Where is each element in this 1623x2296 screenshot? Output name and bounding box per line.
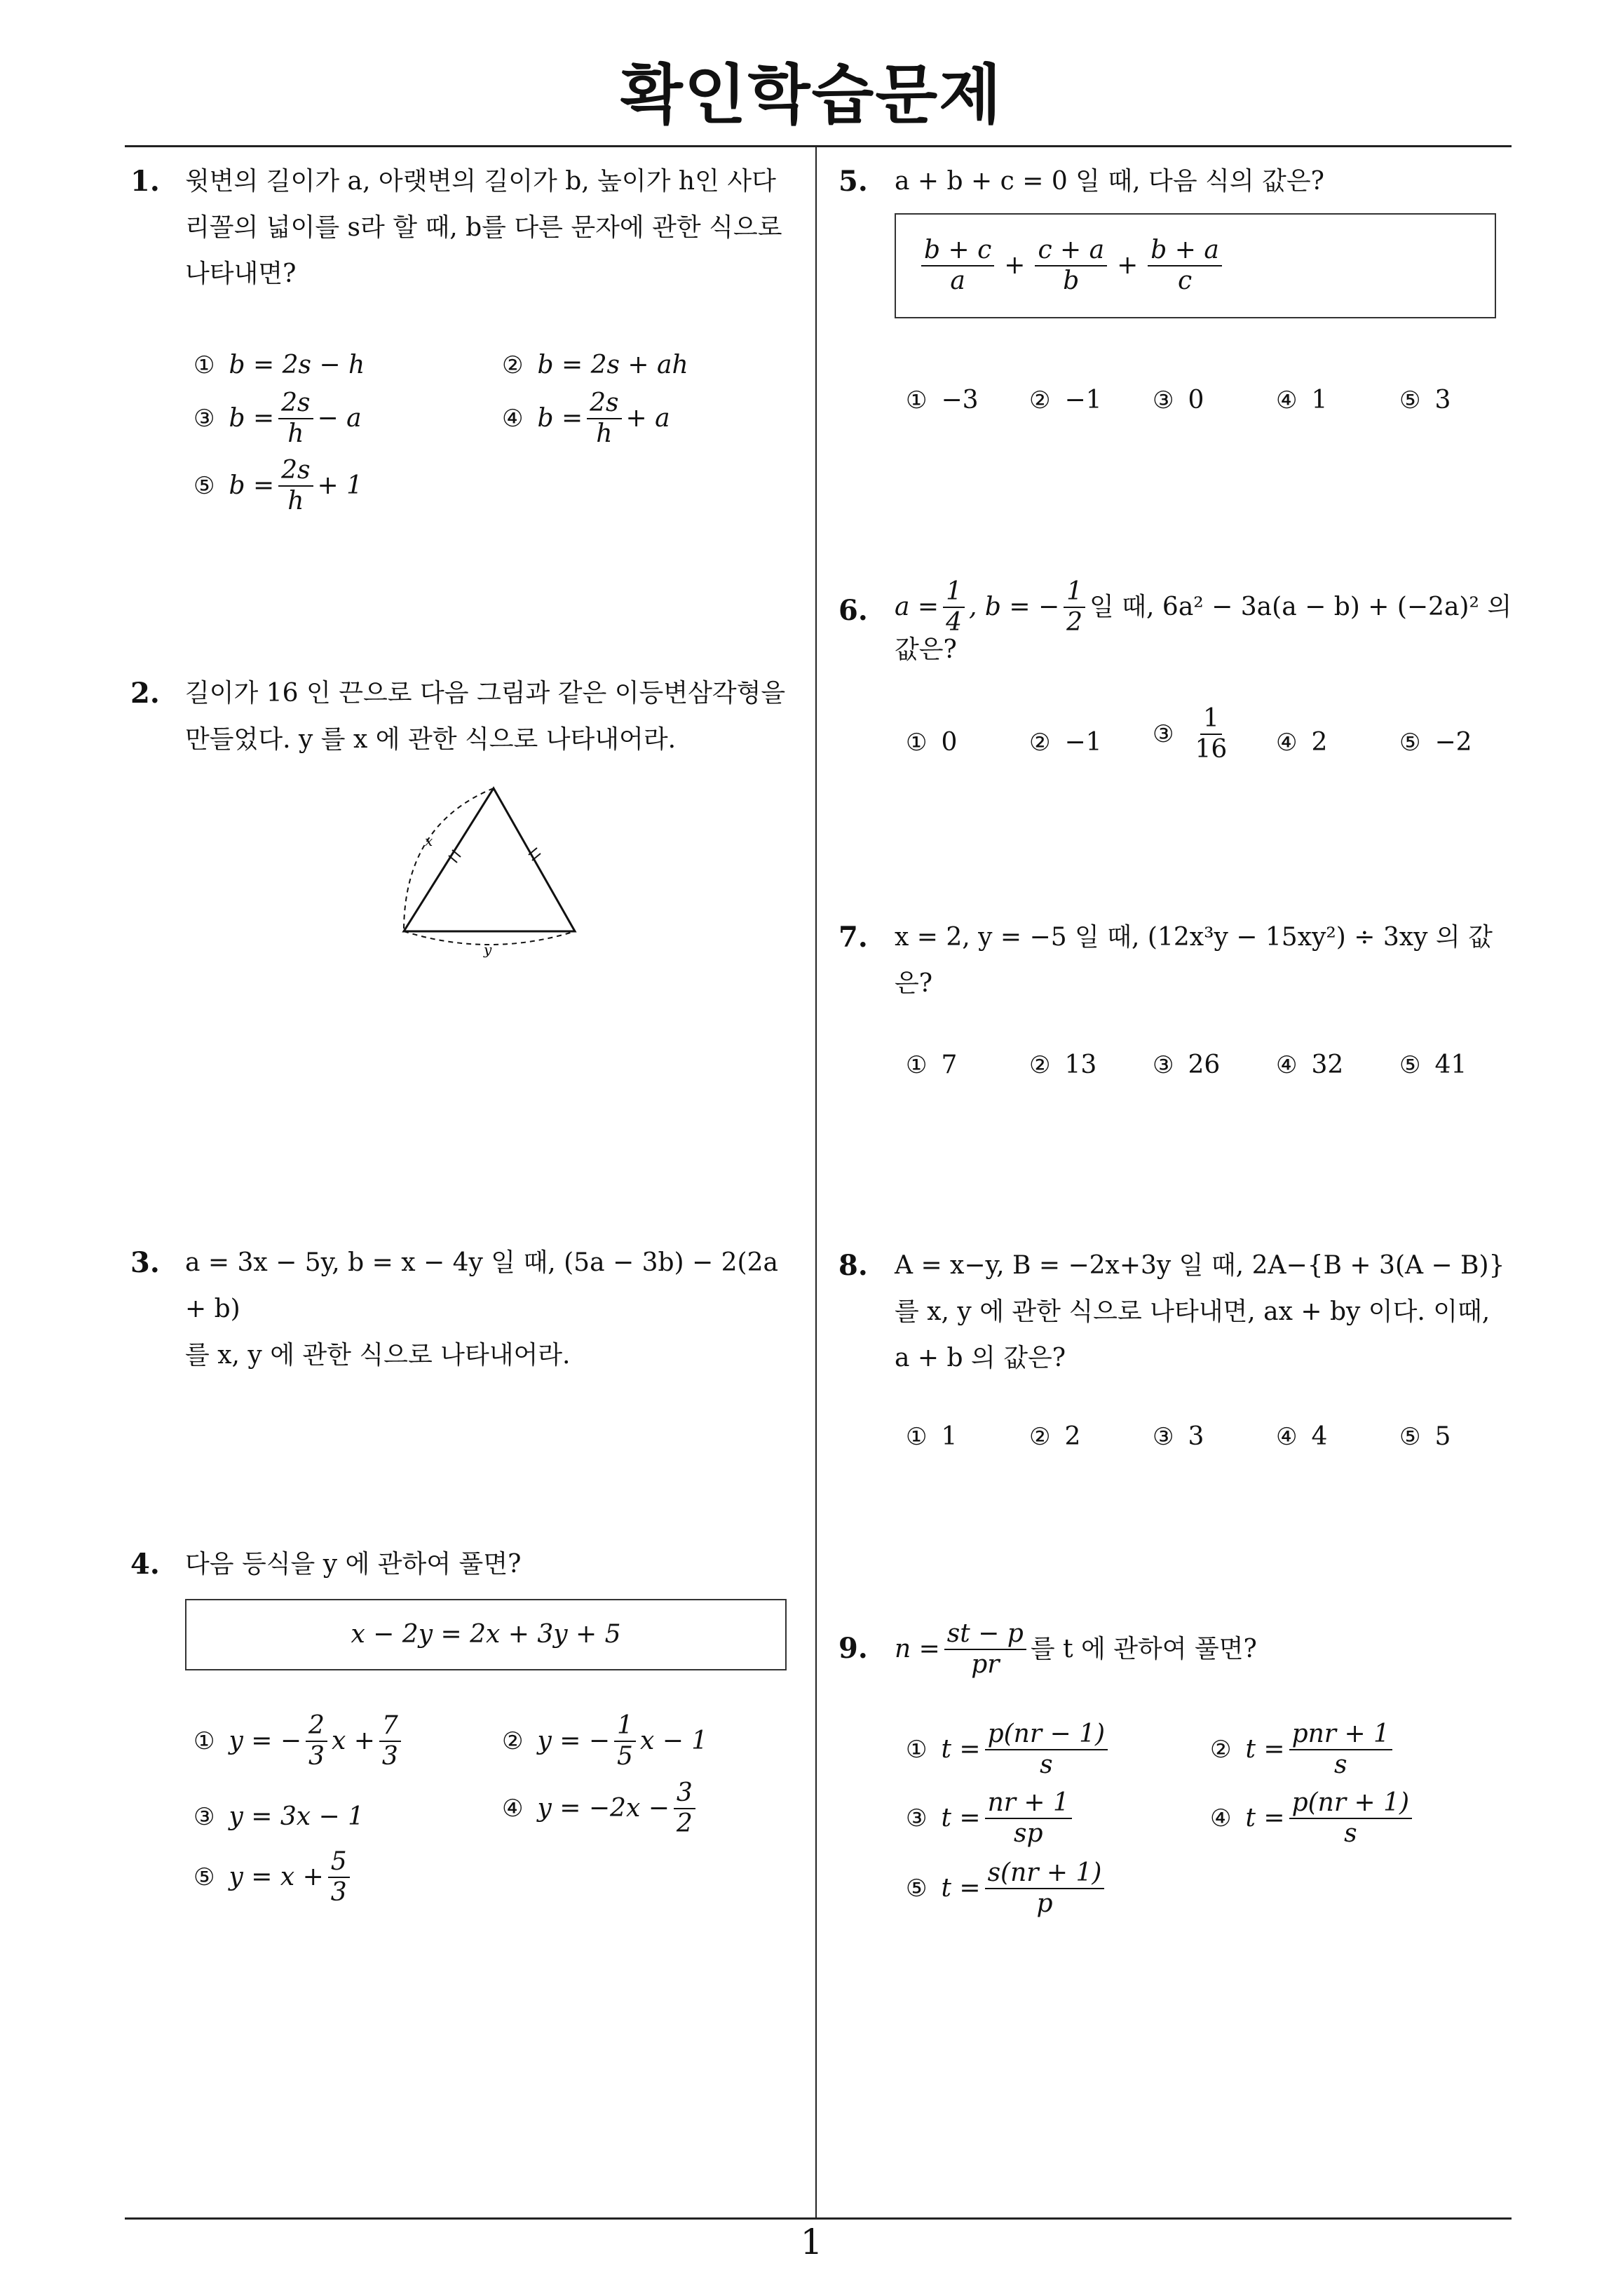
choice-mark: ③: [1153, 1051, 1174, 1079]
operator: +: [1004, 251, 1026, 280]
choice-text: −2: [1434, 728, 1472, 757]
numerator: c + a: [1035, 237, 1107, 266]
column-divider: [815, 147, 817, 2219]
choice-text: −1: [1064, 728, 1102, 757]
numerator: 1: [1200, 705, 1222, 735]
numerator: 2: [306, 1713, 327, 1742]
expr-part: − a: [317, 403, 362, 433]
denominator: 2: [676, 1809, 693, 1838]
choice-mark: ④: [1276, 1051, 1298, 1079]
option-3[interactable]: [193, 1794, 364, 1840]
problem-number: 5.: [838, 165, 868, 198]
expr-part: 일 때, 6a² − 3a(a − b) + (−2a)² 의: [1089, 593, 1512, 621]
choice-mark: ③: [1153, 1423, 1174, 1451]
denominator: h: [287, 419, 304, 448]
option-1[interactable]: [906, 1414, 957, 1460]
stem-line: A = x−y, B = −2x+3y 일 때, 2A−{B + 3(A − B)}: [895, 1251, 1505, 1280]
option-3[interactable]: [1153, 377, 1204, 424]
option-5[interactable]: [1399, 720, 1472, 766]
fraction: [985, 1860, 1105, 1917]
stem-line: x = 2, y = −5 일 때, (12x³y − 15xy²) ÷ 3xy 의 값: [895, 923, 1493, 952]
choice-mark: ④: [1276, 729, 1298, 757]
choice-mark: ⑤: [193, 471, 215, 500]
denominator: b: [1063, 266, 1080, 295]
denominator: h: [596, 419, 613, 448]
operator: +: [1117, 251, 1139, 280]
choice-mark: ②: [1029, 1423, 1051, 1451]
choice-mark: ⑤: [1399, 1423, 1421, 1451]
numerator: p(nr + 1): [1289, 1790, 1412, 1819]
stem-line: a + b 의 값은?: [895, 1344, 1066, 1372]
option-1[interactable]: [906, 1042, 957, 1088]
choice-mark: ②: [502, 351, 524, 379]
numerator: s(nr + 1): [985, 1860, 1105, 1889]
problem-stem: [185, 1541, 521, 1588]
problem-number: 7.: [838, 921, 868, 954]
choice-mark: ③: [1153, 720, 1174, 748]
choice-mark: ①: [193, 1727, 215, 1755]
fraction: [278, 390, 313, 447]
denominator: s: [1344, 1818, 1357, 1848]
problem-number: 4.: [130, 1548, 160, 1581]
denominator: a: [950, 266, 965, 295]
expr-part: t =: [941, 1873, 981, 1903]
denominator: s: [1040, 1750, 1053, 1779]
denominator: h: [287, 486, 304, 515]
numerator: pnr + 1: [1289, 1721, 1392, 1750]
isosceles-triangle-figure: [390, 776, 600, 965]
option-5[interactable]: [906, 1860, 1108, 1917]
stem-line: [895, 575, 1512, 640]
expr-part: y = −2x −: [537, 1793, 670, 1823]
choice-mark: ②: [1029, 729, 1051, 757]
problem-9: [838, 1614, 1512, 1951]
denominator: 5: [617, 1741, 633, 1771]
choice-text: 3: [1434, 386, 1451, 414]
choice-mark: ⑤: [906, 1874, 928, 1903]
option-2[interactable]: [1210, 1721, 1397, 1778]
expr-part: t =: [941, 1803, 981, 1832]
choice-mark: ④: [502, 404, 524, 433]
numerator: b + c: [921, 237, 994, 266]
option-4[interactable]: [1276, 377, 1327, 424]
option-3[interactable]: [906, 1790, 1076, 1847]
stem-line: 길이가 16 인 끈으로 다음 그림과 같은 이등변삼각형을: [185, 679, 786, 708]
choice-mark: ⑤: [193, 1863, 215, 1891]
choice-mark: ②: [1210, 1735, 1232, 1764]
option-2[interactable]: [1029, 720, 1102, 766]
option-5[interactable]: [1399, 1042, 1467, 1088]
stem-line: a = 3x − 5y, b = x − 4y 일 때, (5a − 3b) − 2(2a + b): [185, 1248, 778, 1323]
stem-line: 값은?: [895, 635, 957, 664]
choice-text: −1: [1064, 386, 1102, 414]
bottom-divider: [125, 2217, 1512, 2220]
numerator: 2s: [587, 390, 621, 419]
choice-text: 5: [1434, 1422, 1451, 1451]
denominator: 2: [1066, 608, 1083, 637]
expression-box: [895, 213, 1496, 318]
expr-part: x +: [331, 1726, 375, 1755]
fraction: [1289, 1790, 1412, 1847]
choice-mark: ③: [193, 404, 215, 433]
fraction: [614, 1713, 636, 1770]
choice-text: 41: [1434, 1051, 1467, 1079]
label-x: x: [425, 832, 433, 849]
problem-4: [130, 1541, 803, 1934]
problem-number: 1.: [130, 165, 160, 198]
stem-line: 만들었다. y 를 x 에 관한 식으로 나타내어라.: [185, 725, 677, 754]
choice-mark: ③: [1153, 386, 1174, 414]
option-3[interactable]: [1153, 1042, 1220, 1088]
choice-text: b = 2s − h: [229, 351, 365, 379]
numerator: 1: [614, 1713, 636, 1742]
option-5[interactable]: [1399, 377, 1451, 424]
problem-7: [838, 914, 1512, 1097]
problem-number: 6.: [838, 594, 868, 627]
denominator: s: [1334, 1750, 1347, 1779]
expr-part: b =: [537, 403, 583, 433]
choice-text: 3: [1188, 1422, 1204, 1451]
option-5[interactable]: [1399, 1414, 1451, 1460]
choice-mark: ①: [906, 1051, 928, 1079]
choice-mark: ④: [1276, 1423, 1298, 1451]
fraction: [985, 1721, 1108, 1778]
problem-stem: [895, 1243, 1505, 1382]
choice-text: 2: [1311, 728, 1328, 757]
option-4[interactable]: [1276, 1414, 1327, 1460]
denominator: 3: [308, 1741, 325, 1771]
numerator: 2s: [278, 457, 313, 487]
option-1[interactable]: [193, 1713, 405, 1770]
problem-6: [838, 575, 1512, 785]
problem-stem: [895, 575, 1512, 673]
problem-number: 8.: [838, 1249, 868, 1282]
option-2[interactable]: [1029, 1414, 1080, 1460]
problem-5: [838, 158, 1512, 425]
fraction: [278, 457, 313, 515]
expr-part: + 1: [317, 471, 363, 500]
denominator: 3: [381, 1741, 398, 1771]
numerator: 1: [943, 579, 965, 608]
stem-line: 은?: [895, 969, 933, 998]
option-4[interactable]: [502, 390, 670, 447]
expr-part: t =: [1245, 1734, 1285, 1764]
option-3[interactable]: [1153, 705, 1234, 763]
stem-line: 를 x, y 에 관한 식으로 나타내어라.: [185, 1341, 571, 1370]
choice-text: 2: [1064, 1422, 1081, 1451]
problem-stem: [185, 670, 785, 763]
label-y: y: [484, 941, 492, 958]
expr-part: , b = −: [968, 593, 1060, 621]
numerator: 2s: [278, 390, 313, 419]
option-2[interactable]: [502, 342, 688, 389]
fraction: [1035, 237, 1107, 295]
fraction: [1192, 705, 1230, 763]
problem-stem: [895, 914, 1493, 1007]
problem-3: [130, 1240, 803, 1370]
choice-text: y = 3x − 1: [229, 1802, 365, 1831]
problem-stem: [895, 158, 1324, 205]
choice-mark: ③: [906, 1804, 928, 1832]
problem-2: [130, 670, 803, 993]
option-4[interactable]: [1210, 1790, 1416, 1847]
numerator: nr + 1: [985, 1790, 1072, 1819]
page-number: 1: [800, 2222, 823, 2262]
numerator: 7: [379, 1713, 401, 1742]
stem-line: 다음 등식을 y 에 관하여 풀면?: [185, 1550, 522, 1579]
choice-text: b = 2s + ah: [537, 351, 688, 379]
option-5[interactable]: [193, 1849, 354, 1906]
choice-mark: ①: [906, 1735, 928, 1764]
choice-mark: ④: [502, 1794, 524, 1823]
choice-mark: ⑤: [1399, 729, 1421, 757]
expr-part: b =: [229, 403, 275, 433]
choice-mark: ②: [502, 1727, 524, 1755]
choice-text: 4: [1311, 1422, 1328, 1451]
choice-text: 13: [1064, 1051, 1097, 1079]
expr-part: t =: [1245, 1803, 1285, 1832]
choice-text: 32: [1311, 1051, 1344, 1079]
numerator: b + a: [1148, 237, 1222, 266]
choice-mark: ①: [906, 729, 928, 757]
choice-mark: ①: [906, 1423, 928, 1451]
expr-part: a =: [895, 593, 939, 621]
choice-text: 1: [1311, 386, 1328, 414]
expr-part: n =: [895, 1635, 940, 1663]
fraction: [1289, 1721, 1392, 1778]
expr-part: y = −: [229, 1726, 302, 1755]
stem-line: a + b + c = 0 일 때, 다음 식의 값은?: [895, 167, 1324, 196]
problem-stem: [895, 1614, 1257, 1684]
fraction: [985, 1790, 1072, 1847]
option-4[interactable]: [502, 1780, 700, 1837]
option-3[interactable]: [193, 390, 362, 447]
option-1[interactable]: [906, 1721, 1112, 1778]
choice-mark: ③: [193, 1803, 215, 1831]
top-divider: [125, 145, 1512, 147]
choice-mark: ④: [1276, 386, 1298, 414]
fraction: [306, 1713, 327, 1770]
option-2[interactable]: [502, 1713, 707, 1770]
choice-text: 26: [1188, 1051, 1221, 1079]
choice-mark: ①: [906, 386, 928, 414]
expr-part: 를 t 에 관하여 풀면?: [1030, 1635, 1257, 1663]
stem-line: 리꼴의 넓이를 s라 할 때, b를 다른 문자에 관한 식으로: [185, 213, 782, 242]
problem-stem: [185, 158, 782, 297]
stem-line: 나타내면?: [185, 259, 297, 288]
option-4[interactable]: [1276, 720, 1327, 766]
denominator: sp: [1013, 1818, 1043, 1848]
fraction: [1148, 237, 1222, 295]
denominator: c: [1177, 266, 1193, 295]
numerator: 1: [1064, 579, 1085, 608]
choice-text: 0: [1188, 386, 1204, 414]
expr-part: b =: [229, 471, 275, 500]
fraction: [379, 1713, 401, 1770]
denominator: pr: [971, 1650, 1000, 1679]
choice-mark: ②: [1029, 386, 1051, 414]
fraction: [944, 1621, 1026, 1678]
fraction: [674, 1780, 695, 1837]
numerator: p(nr − 1): [985, 1721, 1108, 1750]
choice-mark: ④: [1210, 1804, 1232, 1832]
expr-part: y = x +: [229, 1862, 324, 1891]
option-3[interactable]: [1153, 1414, 1204, 1460]
numerator: 3: [674, 1780, 695, 1809]
problem-8: [838, 1243, 1512, 1467]
denominator: 3: [330, 1877, 347, 1907]
problem-number: 2.: [130, 677, 160, 710]
numerator: st − p: [944, 1621, 1026, 1650]
fraction: [587, 390, 621, 447]
problem-1: [130, 158, 803, 537]
option-1[interactable]: [193, 342, 365, 389]
option-1[interactable]: [906, 377, 979, 424]
expr-part: + a: [625, 403, 670, 433]
option-4[interactable]: [1276, 1042, 1343, 1088]
choice-mark: ①: [193, 351, 215, 379]
fraction: [328, 1849, 350, 1906]
choice-text: 1: [941, 1422, 958, 1451]
page-title: 확인학습문제: [620, 58, 1003, 133]
choice-text: 0: [941, 728, 958, 757]
stem-line: 윗변의 길이가 a, 아랫변의 길이가 b, 높이가 h인 사다: [185, 167, 776, 196]
numerator: 5: [328, 1849, 350, 1878]
expr-part: x − 1: [639, 1726, 708, 1755]
equation-box: x − 2y = 2x + 3y + 5: [185, 1599, 787, 1670]
problem-number: 3.: [130, 1246, 160, 1279]
expr-part: t =: [941, 1734, 981, 1764]
problem-stem: [185, 1240, 803, 1379]
fraction: [921, 237, 994, 295]
choice-text: −3: [941, 386, 979, 414]
choice-mark: ⑤: [1399, 386, 1421, 414]
fraction: [1064, 579, 1085, 636]
option-1[interactable]: [906, 720, 957, 766]
option-5[interactable]: [193, 457, 362, 515]
denominator: p: [1036, 1889, 1053, 1918]
choice-text: 7: [941, 1051, 958, 1079]
option-2[interactable]: [1029, 1042, 1096, 1088]
expr-part: y = −: [537, 1726, 611, 1755]
choice-mark: ②: [1029, 1051, 1051, 1079]
denominator: 16: [1195, 734, 1228, 764]
option-2[interactable]: [1029, 377, 1102, 424]
denominator: 4: [946, 608, 962, 637]
choice-mark: ⑤: [1399, 1051, 1421, 1079]
problem-number: 9.: [838, 1632, 868, 1665]
stem-line: 를 x, y 에 관한 식으로 나타내면, ax + by 이다. 이때,: [895, 1297, 1490, 1326]
